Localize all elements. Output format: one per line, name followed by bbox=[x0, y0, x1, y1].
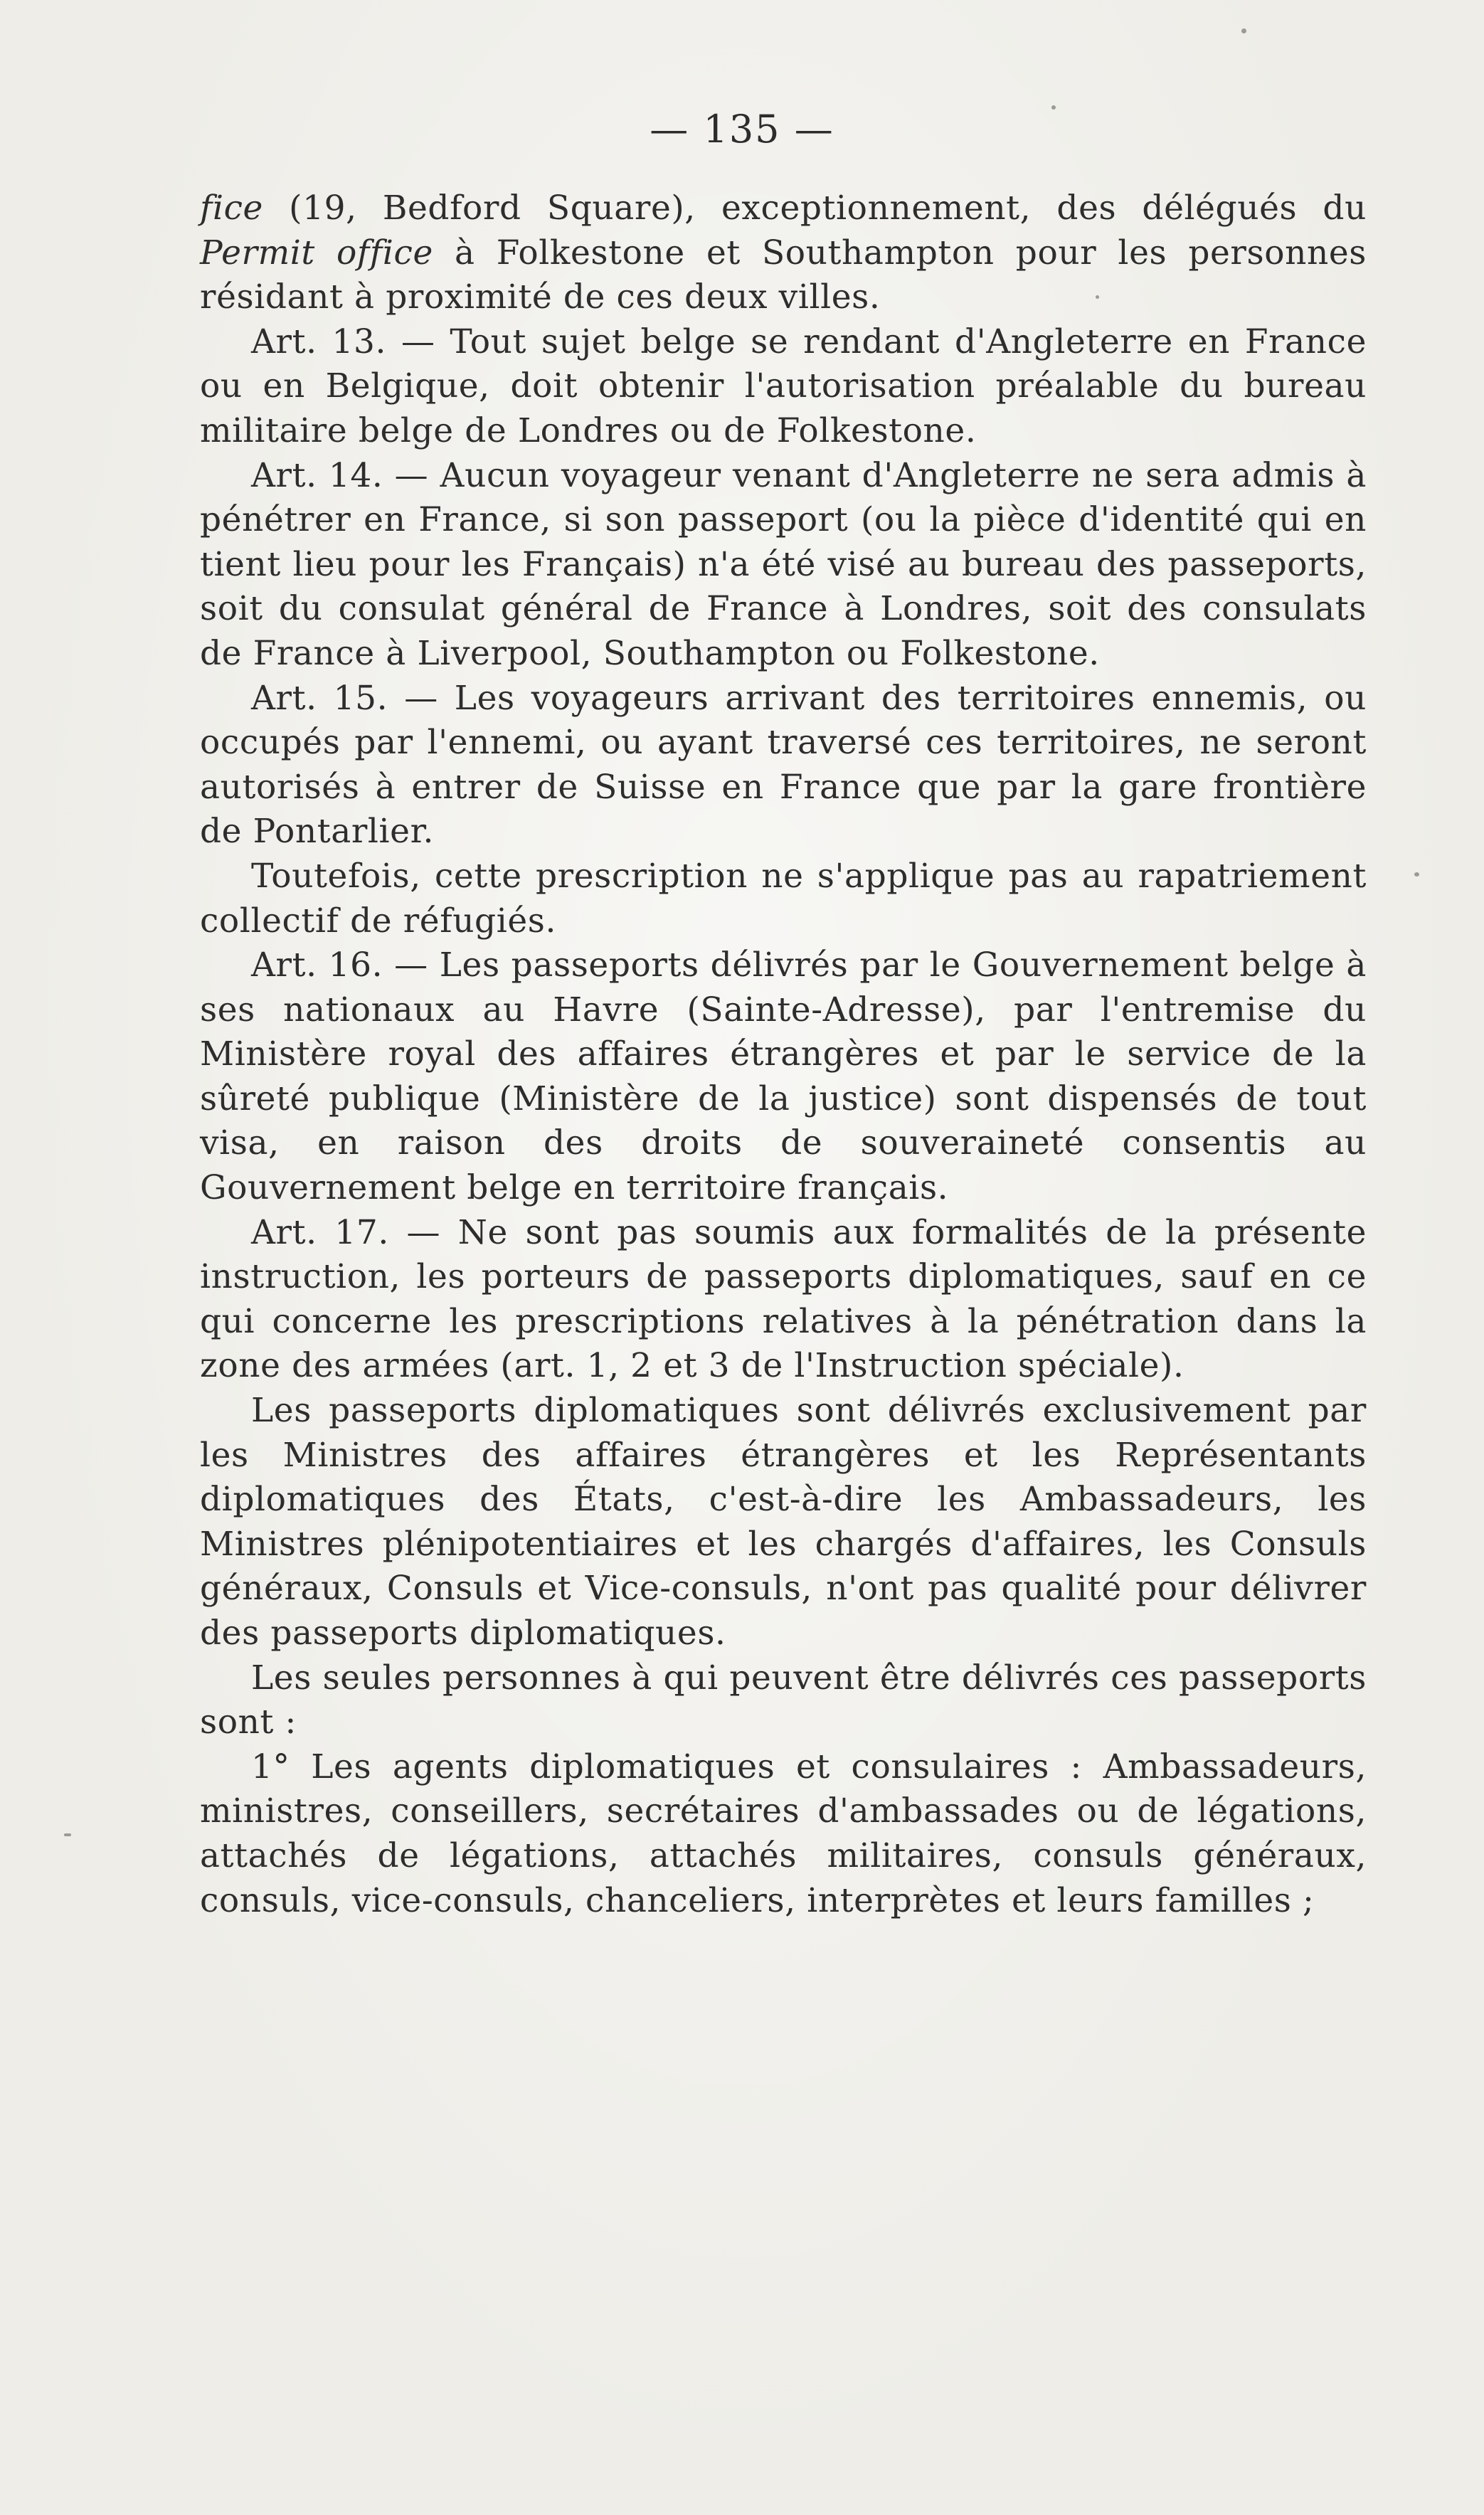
scan-speck bbox=[1414, 872, 1419, 877]
text-span: 1° Les agents diplomatiques et consulaires : Ambassadeurs, ministres, conseillers, secrétaires d'ambassades ou de légations, attachés de légations, attachés militaires, consuls généraux, consuls, vice-consuls, chanceliers, interprètes et leurs familles ; bbox=[200, 1747, 1367, 1920]
scan-speck bbox=[1241, 28, 1246, 33]
page-number: — 135 — bbox=[650, 107, 834, 152]
scan-speck bbox=[1051, 105, 1056, 110]
text-span: Art. 16. — Les passeports délivrés par le Gouvernement belge à ses nationaux au Havre (Sainte-Adresse), par l'entremise du Ministère royal des affaires étrangères et par le service de la sûreté publique (Ministère de la justice) sont dispensés de tout visa, en raison des droits de souveraineté consentis au Gouvernement belge en territoire français. bbox=[200, 946, 1367, 1208]
body-text bbox=[200, 186, 1367, 1923]
text-italic: fice bbox=[200, 189, 263, 228]
text-span: (19, Bedford Square), exceptionnement, des délégués du bbox=[263, 189, 1367, 228]
text-span: Art. 14. — Aucun voyageur venant d'Angleterre ne sera admis à pénétrer en France, si son passeport (ou la pièce d'identité qui en tient lieu pour les Français) n'a été visé au bureau des passeports, soit du consulat général de France à Londres, soit des consulats de France à Liverpool, Southampton ou Folkestone. bbox=[200, 455, 1367, 673]
text-span: Art. 13. — Tout sujet belge se rendant d'Angleterre en France ou en Belgique, doit obtenir l'autorisation préalable du bureau militaire belge de Londres ou de Folkestone. bbox=[200, 322, 1367, 450]
text-span: Toutefois, cette prescription ne s'applique pas au rapatriement collectif de réfugiés. bbox=[200, 856, 1367, 941]
article-17 bbox=[200, 1211, 1367, 1389]
text-span: Les seules personnes à qui peuvent être délivrés ces passeports sont : bbox=[200, 1658, 1367, 1742]
article-14 bbox=[200, 454, 1367, 677]
scan-speck bbox=[64, 1833, 71, 1836]
article-17-issuers bbox=[200, 1389, 1367, 1656]
text-italic: Permit office bbox=[200, 233, 433, 272]
article-17-holders bbox=[200, 1656, 1367, 1745]
list-item-1 bbox=[200, 1745, 1367, 1923]
article-13 bbox=[200, 320, 1367, 454]
paragraph-continuation bbox=[200, 186, 1367, 320]
scan-speck bbox=[1096, 295, 1099, 299]
text-span: Art. 15. — Les voyageurs arrivant des territoires ennemis, ou occupés par l'ennemi, ou ayant traversé ces territoires, ne seront autorisés à entrer de Suisse en France que par la gare frontière de Pontarlier. bbox=[200, 678, 1367, 852]
text-span: Art. 17. — Ne sont pas soumis aux formalités de la présente instruction, les porteurs de passeports diplomatiques, sauf en ce qui concerne les prescriptions relatives à la pénétration dans la zone des armées (art. 1, 2 et 3 de l'Instruction spéciale). bbox=[200, 1212, 1367, 1386]
text-span: Les passeports diplomatiques sont délivrés exclusivement par les Ministres des affaires étrangères et les Représentants diplomatiques des États, c'est-à-dire les Ambassadeurs, les Ministres plénipotentiaires et les chargés d'affaires, les Consuls généraux, Consuls et Vice-consuls, n'ont pas qualité pour délivrer des passeports diplomatiques. bbox=[200, 1391, 1367, 1653]
article-15 bbox=[200, 677, 1367, 854]
text-span: à Folkestone et Southampton pour les personnes résidant à proximité de ces deux villes. bbox=[200, 233, 1367, 317]
article-15-note bbox=[200, 854, 1367, 943]
article-16 bbox=[200, 943, 1367, 1211]
